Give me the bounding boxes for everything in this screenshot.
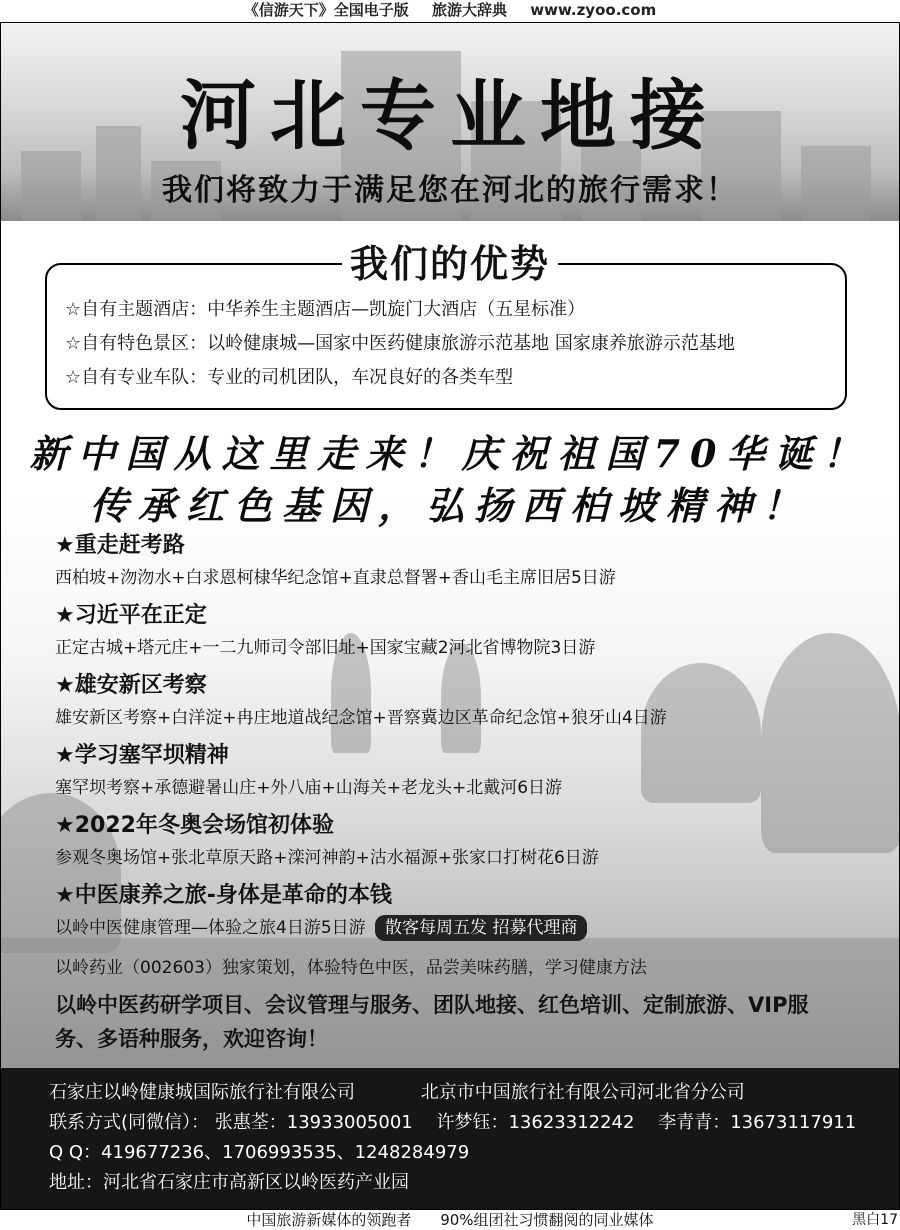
publication-name: 《信游天下》全国电子版	[243, 1, 409, 19]
route-title: ★中医康养之旅-身体是革命的本钱	[55, 883, 392, 908]
bottom-bar	[0, 1210, 900, 1230]
slogan-line-1: 新中国从这里走来！庆祝祖国70华诞！	[29, 431, 871, 476]
route-desc: 西柏坡+沕沕水+白求恩柯棣华纪念馆+直隶总督署+香山毛主席旧居5日游	[55, 568, 616, 588]
contact-label: 联系方式(同微信）：	[49, 1112, 210, 1133]
company-name-1: 石家庄以岭健康城国际旅行社有限公司	[49, 1082, 355, 1103]
route-desc-text: 以岭中医健康管理—体验之旅4日游5日游	[55, 918, 366, 938]
slogan-line-2: 传承红色基因，弘扬西柏坡精神！	[89, 483, 810, 528]
route-title: ★习近平在正定	[55, 603, 207, 628]
route-desc: 雄安新区考察+白洋淀+冉庄地道战纪念馆+晋察冀边区革命纪念馆+狼牙山4日游	[55, 708, 667, 728]
bottom-slogans	[0, 1210, 900, 1230]
city-banner	[1, 23, 899, 221]
advantage-item-scenic: ☆自有特色景区：以岭健康城—国家中医药健康旅游示范基地 国家康养旅游示范基地	[65, 333, 735, 354]
weekly-departure-tag: 散客每周五发 招募代理商	[375, 915, 587, 941]
route-desc	[55, 913, 855, 943]
address-row: 地址：河北省石家庄市高新区以岭医药产业园	[49, 1172, 409, 1193]
yiling-description: 以岭药业（002603）独家策划，体验特色中医，品尝美味药膳，学习健康方法	[55, 958, 647, 978]
page-label: 黑白17	[852, 1212, 898, 1228]
contact-footer	[1, 1068, 899, 1210]
route-title: ★重走赶考路	[55, 533, 185, 558]
advantage-item-fleet: ☆自有专业车队：专业的司机团队，车况良好的各类车型	[65, 367, 514, 388]
route-list	[55, 529, 855, 949]
banner-subtitle: 我们将致力于满足您在河北的旅行需求！	[162, 173, 738, 208]
bottom-slogan-left: 中国旅游新媒体的领跑者	[246, 1211, 412, 1229]
route-item	[55, 669, 855, 733]
company-name-2: 北京市中国旅行社有限公司河北省分公司	[420, 1082, 745, 1103]
contact-zhang[interactable]: 张惠荃：13933005001	[214, 1112, 413, 1133]
route-item	[55, 599, 855, 663]
route-item	[55, 739, 855, 803]
qq-row: Q Q：419677236、1706993535、1248284979	[49, 1142, 470, 1163]
services-list: 以岭中医药研学项目、会议管理与服务、团队地接、红色培训、定制旅游、VIP服务、多语种服务，欢迎咨询！	[55, 993, 809, 1051]
dictionary-label: 旅游大辞典	[432, 1, 508, 19]
route-item	[55, 809, 855, 873]
company-row	[49, 1078, 899, 1108]
bottom-slogan-right: 90%组团社习惯翻阅的同业媒体	[440, 1211, 654, 1229]
route-title: ★雄安新区考察	[55, 673, 207, 698]
advantage-item-hotel: ☆自有主题酒店：中华养生主题酒店—凯旋门大酒店（五星标准）	[65, 299, 586, 320]
route-desc: 正定古城+塔元庄+一二九师司令部旧址+国家宝藏2河北省博物院3日游	[55, 638, 596, 658]
route-item	[55, 529, 855, 593]
ad-page	[0, 22, 900, 1210]
publication-header	[0, 0, 900, 22]
contact-xu[interactable]: 许梦钰：13623312242	[436, 1112, 635, 1133]
advantages-heading	[1, 233, 899, 288]
route-item	[55, 879, 855, 943]
website-link[interactable]: www.zyoo.com	[530, 1, 657, 19]
contact-li[interactable]: 李青青：13673117911	[658, 1112, 857, 1133]
contact-row	[49, 1108, 899, 1138]
banner-title: 河北专业地接	[180, 71, 720, 160]
advantages-heading-text: 我们的优势	[342, 242, 558, 286]
route-title: ★2022年冬奥会场馆初体验	[55, 813, 334, 838]
route-desc: 参观冬奥场馆+张北草原天路+滦河神韵+沽水福源+张家口打树花6日游	[55, 848, 599, 868]
route-desc: 塞罕坝考察+承德避暑山庄+外八庙+山海关+老龙头+北戴河6日游	[55, 778, 563, 798]
route-title: ★学习塞罕坝精神	[55, 743, 229, 768]
